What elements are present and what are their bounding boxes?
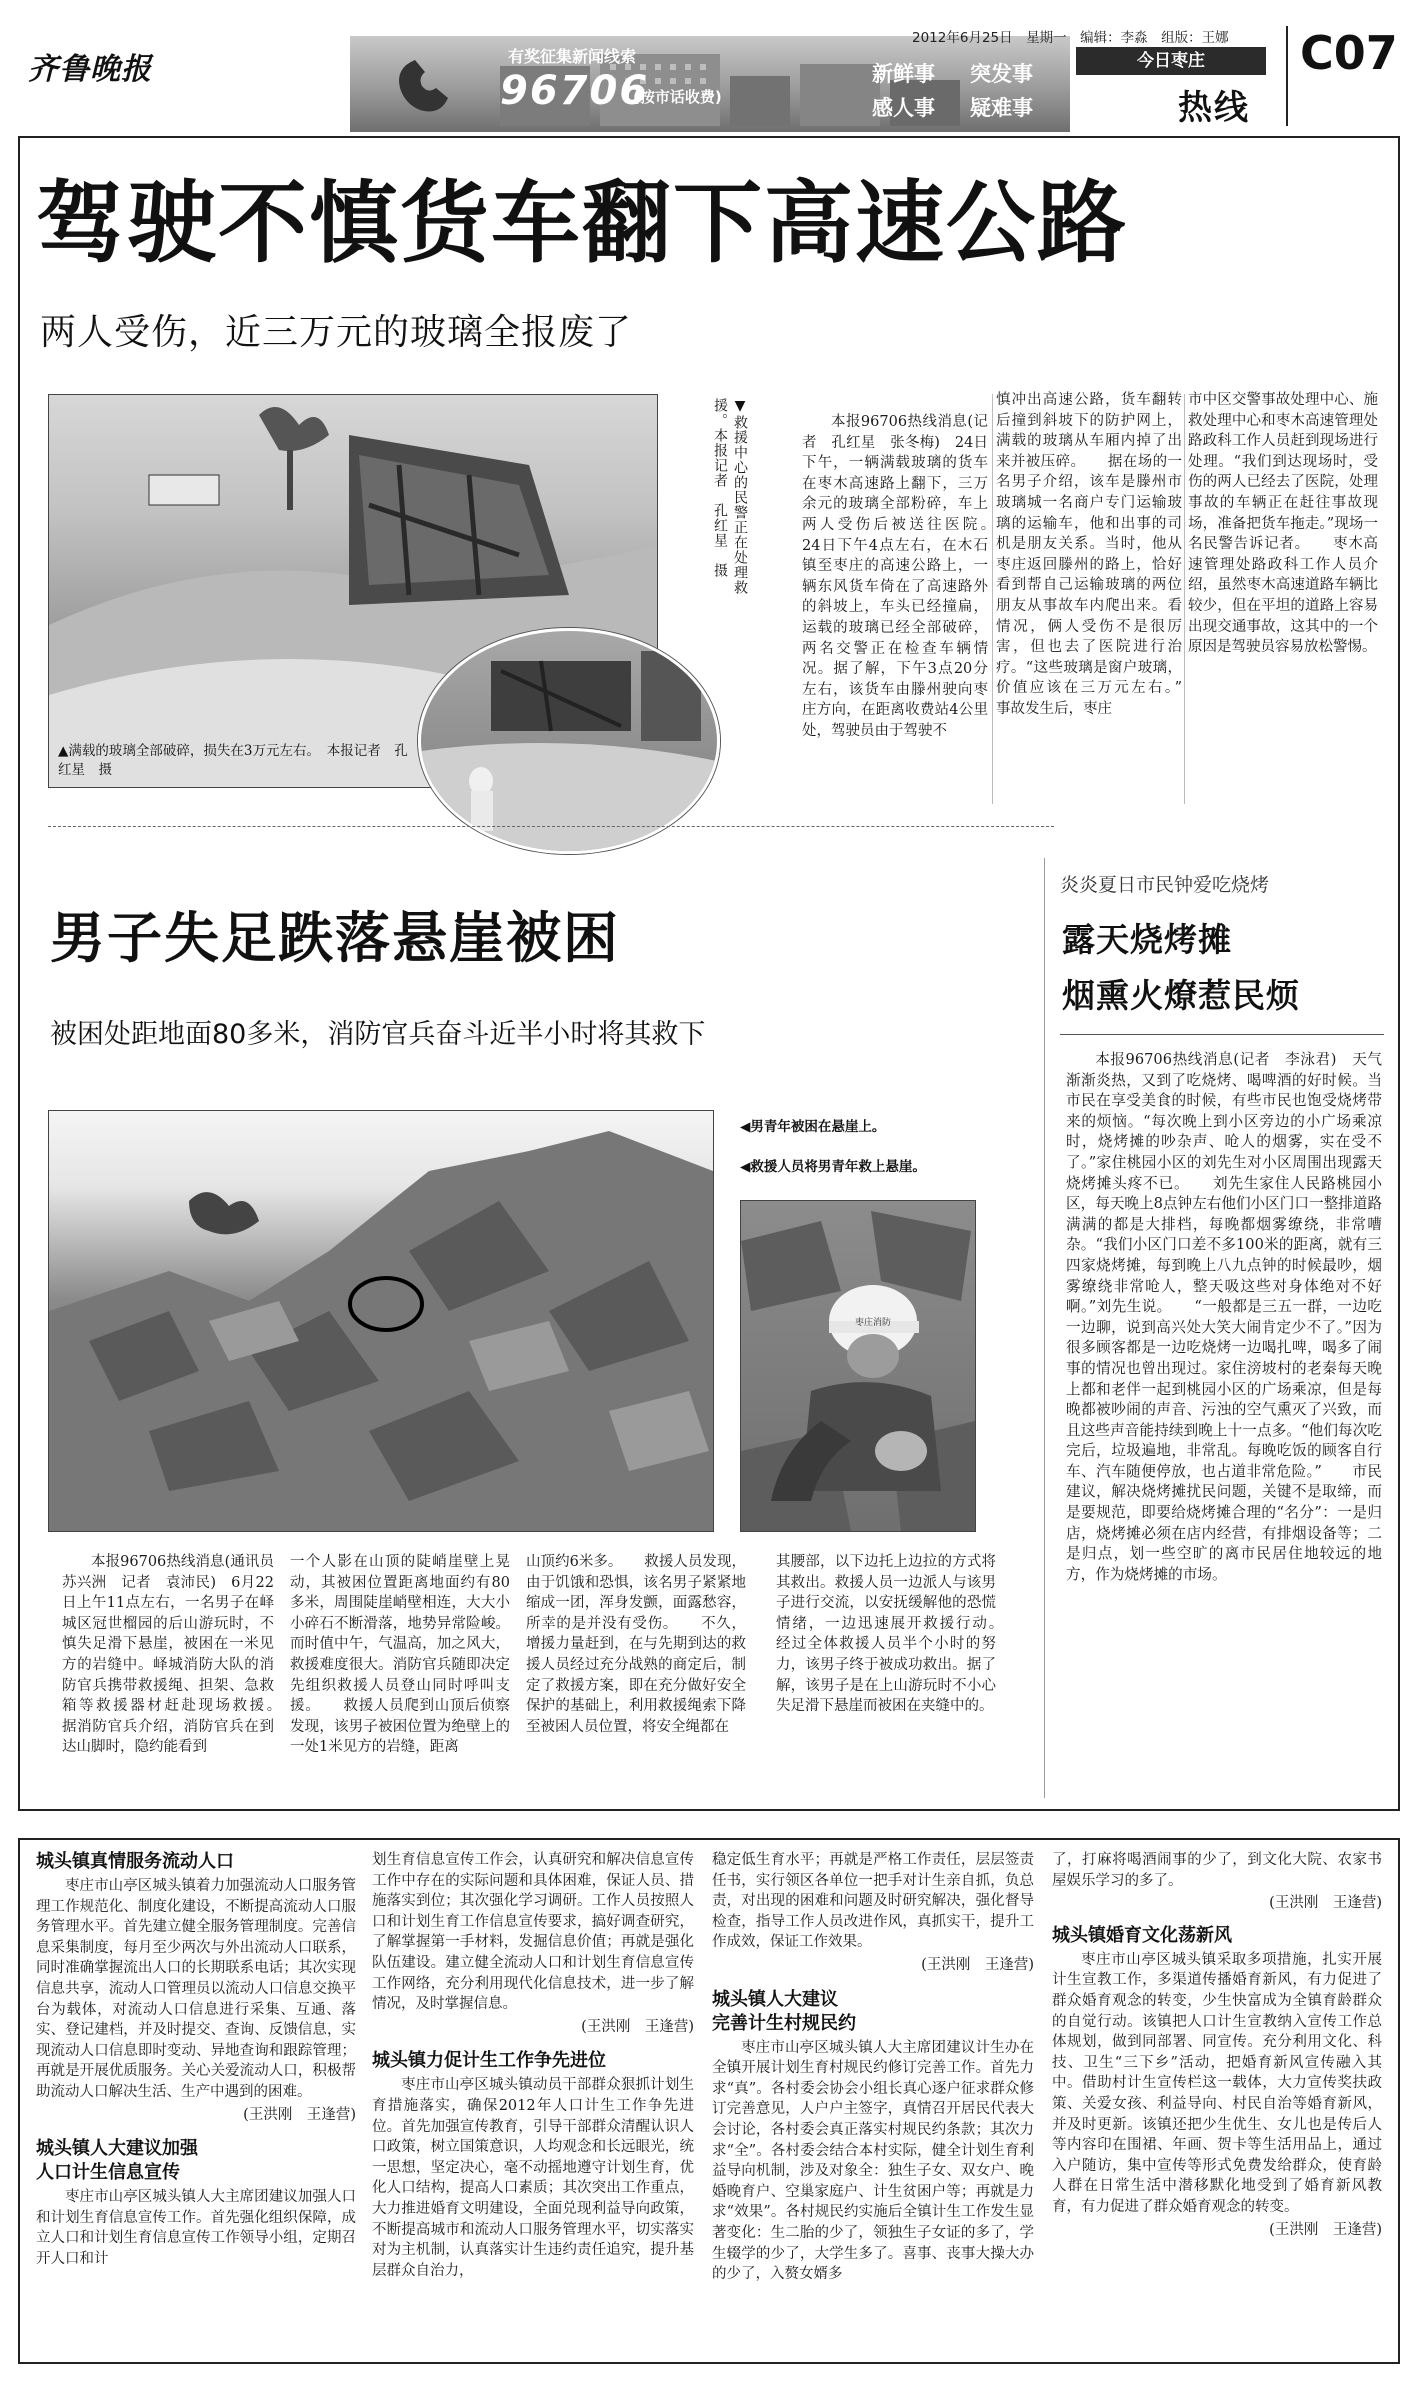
section-tag: 今日枣庄 (1076, 47, 1266, 75)
frame-bottom (18, 1809, 1400, 1811)
article-title: 城头镇人大建议加强 人口计生信息宣传 (36, 2138, 198, 2184)
story1-subhead: 两人受伤，近三万元的玻璃全报废了 (40, 312, 633, 353)
article-body: 划生育信息宣传工作会，认真研究和解决信息宣传工作中存在的实际问题和具体困难，保证人员、措施落实到位；其次强化学习调研。工作人员按照人口和计划生育工作信息宣传要求，搞好调查研究，了解掌握第一手材料，发掘信息价值；再就是强化队伍建设。建立健全流动人口和计划生育信息宣传工作网络，充分利用现代化信息技术，进一步了解情况，及时掌握信息。 (372, 1852, 694, 2013)
story2-column-2: 一个人影在山顶的陡峭崖壁上晃动，其被困位置距离地面约有80多米，周围陡崖峭壁相连，大大小小碎石不断滑落，地势异常险峻。而时值中午，气温高，加之风大，救援难度很大。消防官兵随即决定先组织救援人员登山同时呼叫支援。 救援人员爬到山顶后侦察发现，该男子被困位置为绝壁上的一处1米见方的岩缝，距离 (290, 1554, 510, 1756)
story1-col-divider-a (992, 394, 993, 804)
slogan-4: 疑难事 (970, 96, 1033, 120)
bottom-column-4 (1052, 1850, 1382, 2356)
bottom-frame-bottom (18, 2362, 1400, 2364)
bottom-column-2 (372, 1850, 694, 2356)
article-title: 城头镇人大建议 完善计生村规民约 (712, 1988, 856, 2034)
article-byline: (王洪刚 王逢营) (921, 1956, 1034, 1973)
slogan-2: 突发事 (970, 62, 1033, 86)
story1-column-3: 市中区交警事故处理中心、施救处理中心和枣木高速管理处路政科工作人员赶到现场进行处理。“我们到达现场时，受伤的两人已经去了医院，处理事故的车辆正在赶往事故现场，准备把货车拖走。”现场一名民警告诉记者。 枣木高速管理处路政科工作人员介绍，虽然枣木高速道路车辆比较少，但在平坦的道路上容易出现交通事故，这其中的一个原因是驾驶员容易放松警惕。 (1188, 392, 1378, 656)
cliff-caption-2: ◀救援人员将男青年救上悬崖。 (740, 1159, 926, 1175)
story1-headline: 驾驶不慎货车翻下高速公路 (36, 170, 1128, 275)
hotline-note: (按市话收费) (633, 88, 722, 106)
bottom-column-1 (36, 1850, 356, 2356)
photo1-caption: ▲满载的玻璃全部破碎，损失在3万元左右。 本报记者 孔红星 摄 (58, 743, 408, 778)
sidebar-divider (1044, 858, 1045, 1798)
section-divider (1286, 26, 1288, 126)
article-body: 枣庄市山亭区城头镇采取多项措施，扎实开展计生宣教工作，多渠道传播婚育新风，有力促进了群众婚育观念的转变，少生快富成为全镇育龄群众的自觉行动。该镇把人口计生宣教纳入宣传工作总体规划，做到同部署、同宣传。充分利用文化、科技、卫生“三下乡”活动，把婚育新风宣传融入其中。借助村计生宣传栏这一载体，大力宣传奖扶政策、关爱女孩、利益导向、村民自治等婚育新风，并及时更新。该镇还把少生优生、女儿也是传后人等内容印在围裙、年画、贺卡等生活用品上，通过入户随访，集中宣传等形式免费发给群众，使育龄人群在日常生活中潜移默化地受到了婚育新风教育，有力促进了群众婚育观念的转变。 (1052, 1951, 1382, 2215)
story3-headline-2: 烟熏火燎惹民烦 (1062, 976, 1300, 1015)
rescuer-photo (740, 1200, 976, 1532)
paper-logo: 齐鲁晚报 (28, 52, 152, 87)
bottom-frame-left (18, 1838, 20, 2364)
frame-right (1398, 136, 1400, 1811)
rescue-scene-photo (418, 628, 720, 854)
article-byline: (王洪刚 王逢营) (243, 2106, 356, 2123)
story2-column-1: 本报96706热线消息(通讯员 苏兴洲 记者 袁沛民) 6月22日上午11点左右，一名男子在峄城区冠世榴园的后山游玩时，不慎失足滑下悬崖，被困在一米见方的岩缝中。峄城消防大队的消防官兵携带救援绳、担架、急救箱等救援器材赶赴现场救援。 据消防官兵介绍，消防官兵在到达山脚时，隐约能看到 (62, 1554, 274, 1756)
hotline-banner (350, 36, 1070, 132)
article-title: 城头镇真情服务流动人口 (36, 1851, 234, 1872)
story3-kicker: 炎炎夏日市民钟爱吃烧烤 (1060, 874, 1270, 896)
article-title: 城头镇力促计生工作争先进位 (372, 2050, 606, 2072)
section-name: 热线 (1178, 88, 1250, 128)
article-body: 枣庄市山亭区城头镇人大主席团建议加强人口和计划生育信息宣传工作。首先强化组织保障，成立人口和计划生育信息宣传工作领导小组，定期召开人口和计 (36, 2189, 356, 2267)
helmet-text: 枣庄消防 (854, 1318, 892, 1328)
slogan-1: 新鲜事 (872, 62, 935, 86)
cliff-photo (48, 1110, 714, 1532)
bottom-frame-right (1398, 1838, 1400, 2364)
article-body: 枣庄市山亭区城头镇着力加强流动人口服务管理工作规范化、制度化建设，不断提高流动人口服务管理水平。首先建立健全服务管理制度。完善信息采集制度，每月至少两次与外出流动人口联系，同时准确掌握流出人口的长期联系电话；其次实现信息共享，流动人口管理员以流动人口信息交换平台为载体，对流动人口信息进行采集、互通、落实、登记建档，并及时提交、查询、反馈信息，实现流动人口信息即时变动、异地查询和跟踪管理；再就是开展优质服务。关心关爱流动人口，积极帮助流动人口解决生活、生产中遇到的困难。 (36, 1878, 356, 2100)
frame-left (18, 136, 20, 1811)
article-body: 了，打麻将喝酒闹事的少了，到文化大院、农家书屋娱乐学习的多了。 (1052, 1852, 1382, 1889)
story1-col-divider-b (1184, 394, 1185, 804)
article-body: 枣庄市山亭区城头镇动员干部群众狠抓计划生育措施落实，确保2012年人口计生工作争先进位。首先加强宣传教育，引导干部群众清醒认识人口政策，树立国策意识，人均观念和长远眼光，统一思想，坚定决心，毫不动摇地遵守计划生育，优化人口结构，提高人口素质；其次突出工作重点，大力推进婚育文明建设，全面兑现利益导向政策，不断提高城市和流动人口服务管理水平，切实落实对为主机制，认真落实计生违约责任追究，提升基层群众自治力， (372, 2077, 694, 2279)
cliff-caption-1: ◀男青年被困在悬崖上。 (740, 1119, 886, 1135)
bottom-column-3 (712, 1850, 1034, 2356)
hotline-label: 有奖征集新闻线索 (508, 47, 637, 66)
article-byline: (王洪刚 王逢营) (1269, 2221, 1382, 2238)
article-body: 稳定低生育水平；再就是严格工作责任，层层签责任书，实行领区各单位一把手对计生亲自抓，负总责，对出现的困难和问题及时研究解决，强化督导检查，指导工作人员改进作风，真抓实干，提升工作成效，保证工作效果。 (712, 1852, 1034, 1951)
hotline-number: 96706 (500, 68, 650, 114)
masthead (0, 0, 1417, 132)
story2-subhead: 被困处距地面80多米，消防官兵奋斗近半小时将其救下 (50, 1019, 706, 1050)
story2-column-3: 山顶约6米多。 救援人员发现，由于饥饿和恐惧，该名男子紧紧地缩成一团，浑身发颤，面露愁容，所幸的是并没有受伤。 不久，增援力量赶到，在与先期到达的救援人员经过充分战熟的商定后，制定了救援方案，即在充分做好安全保护的基础上，利用救援绳索下降至被困人员位置，将安全绳都在 (526, 1554, 746, 1735)
slogan-3: 感人事 (872, 96, 935, 120)
story2-headline: 男子失足跌落悬崖被困 (50, 905, 621, 970)
frame-top (18, 136, 1400, 138)
article-title: 城头镇婚育文化荡新风 (1052, 1924, 1232, 1946)
story3-body: 本报96706热线消息(记者 李泳君) 天气渐渐炎热，又到了吃烧烤、喝啤酒的好时候。当市民在享受美食的时候，有些市民也饱受烧烤带来的烦恼。“每次晚上到小区旁边的小广场乘凉时，烧烤摊的吵杂声、呛人的烟雾，实在受不了。”家住桃园小区的刘先生对小区周围出现露天烧烤摊头疼不已。 刘先生家住人民路桃园小区，每天晚上8点钟左右他们小区门口一整排道路满满的都是大排档，每晚都烟雾缭绕，非常嘈杂。“我们小区门口差不多100米的距离，就有三四家烧烤摊，每到晚上八九点钟的时候最吵，烟雾缭绕非常呛人，整天吸这些对身体绝对不好啊。”刘先生说。 “一般都是三五一群，一边吃一边聊，说到高兴处大笑大闹肯定少不了。”因为很多顾客都是一边吃烧烤一边喝扎啤，喝多了闹事的情况也曾出现过。家住滂坡村的老秦每天晚上都和老伴一起到桃园小区的广场乘凉，但是每晚都被吵闹的声音、污浊的空气熏灭了兴致，而且这些声音能持续到晚上十一点多。“他们每次吃完后，垃圾遍地，非常乱。每晚吃饭的顾客自行车、汽车随便停放，也占道非常危险。” 市民建议，解决烧烤摊扰民问题，关键不是取缔，而是要规范，即要给烧烤摊合理的“名分”：一是归店，烧烤摊必须在店内经营，有排烟设备等；二是归点，划一些空旷的离市民居住地较远的地方，作为烧烤摊的市场。 (1066, 1051, 1382, 1583)
date-line: 2012年6月25日 星期一 编辑：李淼 组版：王娜 (912, 30, 1229, 46)
article-byline: (王洪刚 王逢营) (1269, 1895, 1382, 1912)
story2-column-4: 其腰部，以下边托上边拉的方式将其救出。救援人员一边派人与该男子进行交流，以安抚缓解他的恐慌情绪，一边迅速展开救援行动。 经过全体救援人员半个小时的努力，该男子终于被成功救出。据了解，该男子是在上山游玩时不小心失足滑下悬崖而被困在夹缝中的。 (776, 1554, 996, 1715)
page-number: C07 (1300, 26, 1398, 80)
photo2-caption: ▼救援中心的民警正在处理救援。本报记者 孔红星 摄 (712, 398, 748, 595)
story-separator (48, 826, 1054, 827)
story1-column-2: 慎冲出高速公路，货车翻转后撞到斜坡下的防护网上，满载的玻璃从车厢内掉了出来并被压碎。 据在场的一名男子介绍，该车是滕州市玻璃城一名商户专门运输玻璃的运输车，他和出事的司机是朋友关系。当时，他从枣庄返回滕州的路上，恰好看到帮自己运输玻璃的两位朋友从事故车内爬出来。看情况，俩人受伤不是很厉害，但也去了医院进行治疗。“这些玻璃是窗户玻璃，价值应该在三万元左右。” 事故发生后，枣庄 (996, 392, 1182, 717)
story1-column-1: 本报96706热线消息(记者 孔红星 张冬梅) 24日下午，一辆满载玻璃的货车在枣木高速路上翻下，三万余元的玻璃全部粉碎，车上两人受伤后被送往医院。 24日下午4点左右，在木石镇至枣庄的高速公路上，一辆东风货车倚在了高速路外的斜坡上，车头已经撞扁，运载的玻璃已经全部破碎，两名交警正在检查车辆情况。据了解，下午3点20分左右，该货车由滕州驶向枣庄方向，在距离收费站4公里处，驾驶员由于驾驶不 (802, 414, 988, 739)
article-byline: (王洪刚 王逢营) (581, 2018, 694, 2035)
article-body: 枣庄市山亭区城头镇人大主席团建议计生办在全镇开展计划生育村规民约修订完善工作。首先力求“真”。各村委会协会小组长真心逐户征求群众修订完善意见，人户户主签字，真情召开居民代表大会讨论，各村委会真正落实村规民约条款；其次力求“全”。各村委会结合本村实际，健全计划生育利益导向机制，涉及对象全：独生子女、双女户、晚婚晚育户、空巢家庭户、计生贫困户等；再就是力求“效果”。各村规民约实施后全镇计生工作发生显著变化：生二胎的少了，领独生子女证的多了，学生辍学的少了，大学生多了。喜事、丧事大操大办的少了，入赘女婿多 (712, 2039, 1034, 2283)
bottom-frame-top (18, 1838, 1400, 1840)
story3-head-rule (1060, 1034, 1384, 1035)
story3-headline-1: 露天烧烤摊 (1062, 920, 1232, 959)
telephone-icon (390, 48, 460, 118)
